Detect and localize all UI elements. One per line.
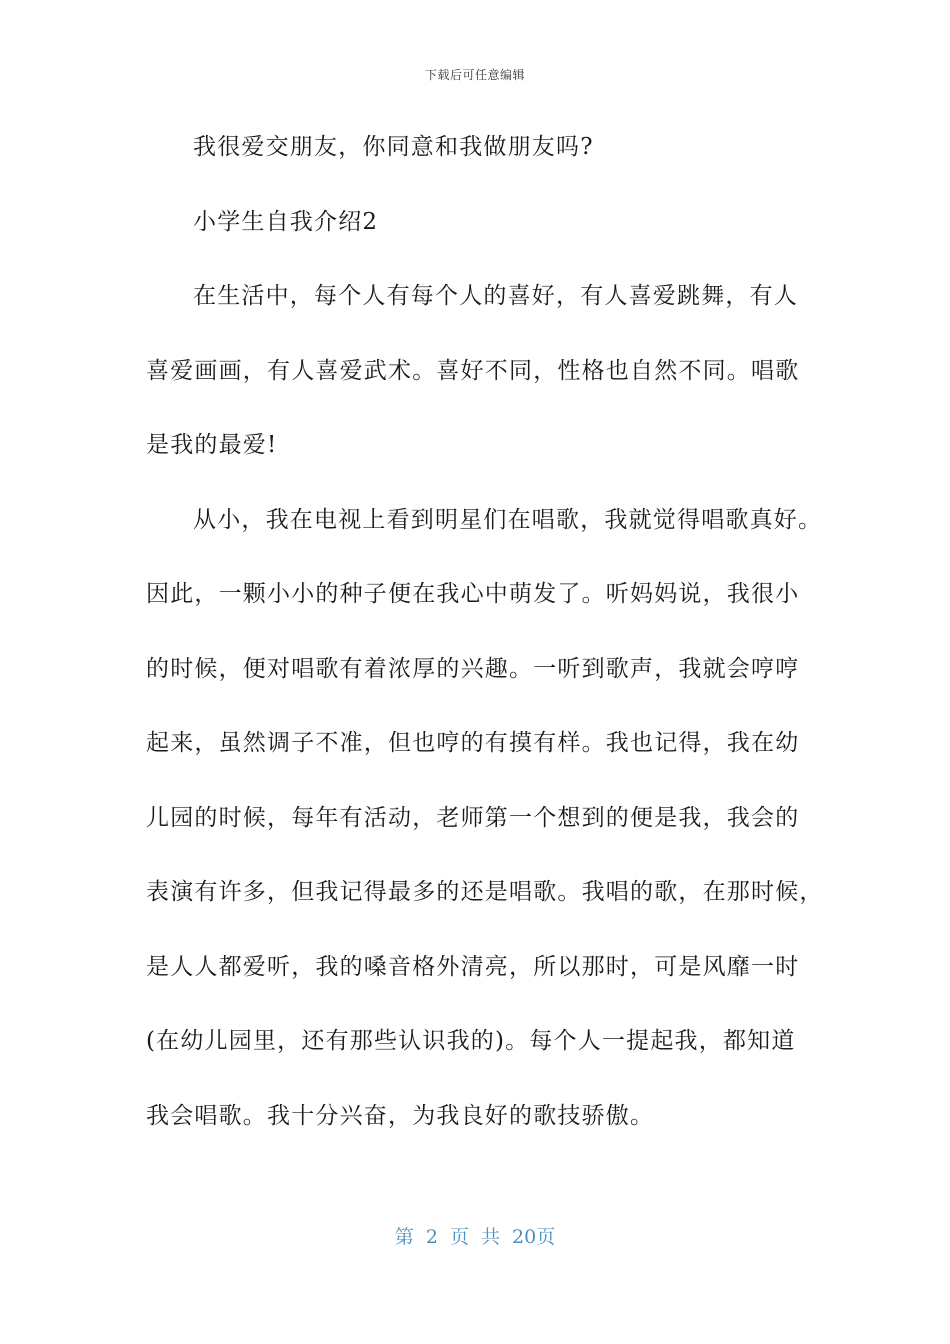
paragraph-line: 从小，我在电视上看到明星们在唱歌，我就觉得唱歌真好。: [193, 506, 823, 533]
paragraph-line: 是人人都爱听，我的嗓音格外清亮，所以那时，可是风靡一时: [146, 953, 800, 980]
paragraph-line: 因此，一颗小小的种子便在我心中萌发了。听妈妈说，我很小: [146, 581, 800, 607]
paragraph-line: 喜爱画画，有人喜爱武术。喜好不同，性格也自然不同。唱歌: [146, 357, 800, 384]
paragraph-line: 起来，虽然调子不准，但也哼的有摸有样。我也记得，我在幼: [146, 730, 800, 756]
paragraph-line: 我很爱交朋友，你同意和我做朋友吗?: [193, 134, 594, 160]
paragraph-line: (在幼儿园里，还有那些认识我的)。每个人一提起我，都知道: [146, 1028, 796, 1054]
paragraph-line: 在生活中，每个人有每个人的喜好，有人喜爱跳舞，有人: [193, 283, 798, 309]
paragraph-line: 儿园的时候，每年有活动，老师第一个想到的便是我，我会的: [146, 804, 800, 831]
page-number: 第 2 页 共 20页: [394, 1226, 556, 1248]
document-body: [146, 110, 824, 1153]
paragraph-line: 是我的最爱!: [146, 432, 278, 458]
paragraph-line: 我会唱歌。我十分兴奋，为我良好的歌技骄傲。: [146, 1102, 655, 1129]
paragraph-line: 表演有许多，但我记得最多的还是唱歌。我唱的歌，在那时候，: [146, 879, 824, 905]
section-heading: 小学生自我介绍2: [193, 208, 379, 235]
paragraph-line: 的时候，便对唱歌有着浓厚的兴趣。一听到歌声，我就会哼哼: [146, 655, 800, 682]
header-note: 下载后可任意编辑: [424, 68, 525, 82]
